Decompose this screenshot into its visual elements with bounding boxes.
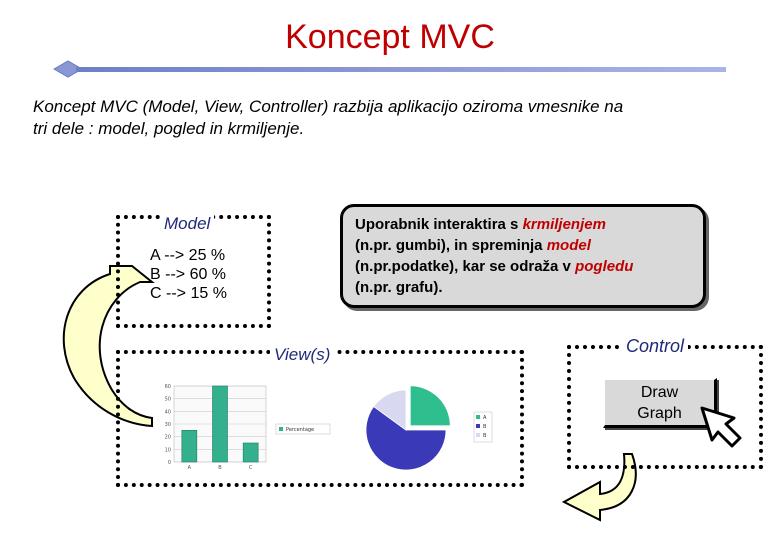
- legend-label: Percentage: [286, 427, 315, 433]
- bar: [213, 386, 228, 462]
- legend-label: A: [483, 415, 487, 421]
- y-tick-label: 20: [164, 434, 171, 441]
- mouse-cursor-icon: [698, 404, 744, 450]
- bar-chart: [156, 380, 346, 472]
- pie-chart: [360, 384, 500, 474]
- draw-graph-label: Draw: [640, 384, 679, 401]
- model-data: [150, 246, 227, 303]
- control-title: Control: [622, 336, 688, 357]
- pie-slice: [410, 386, 450, 426]
- y-tick-label: 0: [167, 460, 171, 466]
- bar: [243, 443, 258, 462]
- y-tick-label: 60: [164, 384, 171, 390]
- explanation-callout: [340, 204, 706, 308]
- model-row: C --> 15 %: [150, 285, 227, 302]
- x-tick-label: B: [218, 465, 222, 471]
- y-tick-label: 50: [164, 396, 171, 403]
- callout-highlight-view: pogledu: [575, 258, 634, 275]
- legend-swatch: [476, 433, 480, 437]
- y-tick-label: 30: [164, 422, 171, 428]
- intro-line: tri dele : model, pogled in krmiljenje.: [33, 119, 305, 138]
- x-tick-label: A: [187, 465, 192, 471]
- callout-text: (n.pr. grafu).: [355, 279, 443, 296]
- bar: [182, 430, 197, 462]
- callout-text: (n.pr. gumbi), in spreminja: [355, 237, 547, 254]
- callout-highlight-model: model: [546, 237, 591, 254]
- legend-swatch: [476, 415, 480, 419]
- slide-title: Koncept MVC: [285, 18, 495, 56]
- intro-line: Koncept MVC (Model, View, Controller) razbija aplikacijo oziroma vmesnike na: [33, 97, 624, 116]
- draw-graph-label: Graph: [637, 405, 682, 422]
- legend-swatch: [476, 424, 480, 428]
- model-row: A --> 25 %: [150, 247, 226, 264]
- view-title: View(s): [270, 345, 334, 365]
- callout-highlight-controller: krmiljenjem: [522, 216, 606, 233]
- model-title: Model: [160, 214, 214, 234]
- callout-text: (n.pr.podatke), kar se odraža v: [355, 258, 576, 275]
- legend-label: B: [483, 424, 487, 430]
- intro-text: [33, 96, 753, 140]
- legend-label: B: [483, 433, 487, 439]
- callout-text: Uporabnik interaktira s: [355, 216, 523, 233]
- x-tick-label: C: [248, 465, 253, 471]
- model-row: B --> 60 %: [150, 266, 227, 283]
- title-divider: [52, 58, 732, 80]
- y-tick-label: 10: [164, 447, 171, 454]
- legend-swatch: [279, 427, 283, 431]
- y-tick-label: 40: [164, 409, 171, 416]
